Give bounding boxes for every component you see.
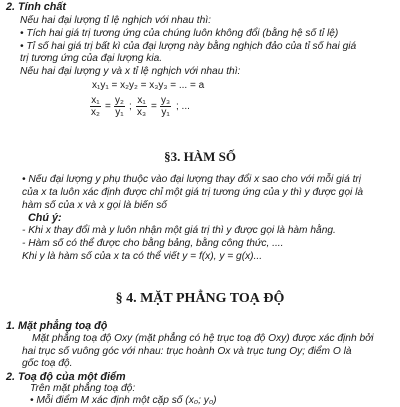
equals-sign: = (151, 101, 157, 112)
formula-tail: ; ... (176, 101, 190, 112)
formula-product: x₁y₁ = x₂y₂ = x₃y₃ = ... = a (92, 80, 205, 91)
fraction-denominator: y₁ (161, 107, 170, 118)
section-title-ham-so: §3. HÀM SỐ (164, 149, 236, 164)
fraction (136, 95, 147, 118)
heading-toa-do-diem: 2. Toạ độ của một điểm (6, 371, 126, 383)
text-line: hai trục số vuông góc với nhau: trục hoành Ox và trục tung Oy; điểm O là (22, 346, 352, 357)
fraction (90, 95, 101, 118)
bullet-line: • Tích hai giá trị tương ứng của chúng luôn không đổi (bằng hệ số tỉ lệ) (20, 28, 339, 39)
equals-sign: = (105, 101, 111, 112)
bullet-line: • Tỉ số hai giá trị bất kì của đại lượng này bằng nghịch đảo của tỉ số hai giá (20, 41, 357, 52)
text-line: Trên mặt phẳng toạ độ: (30, 383, 136, 394)
fraction-numerator: x₁ (91, 95, 100, 106)
heading-tinh-chat: 2. Tính chất (6, 1, 66, 13)
bullet-line: • Mỗi điểm M xác định một cặp số (x₀; y₀) (30, 395, 217, 406)
fraction (160, 95, 171, 118)
note-line: - Hàm số có thể được cho bằng bảng, bằng công thức, .... (22, 238, 284, 249)
text-line: hàm số của x và x gọi là biến số (22, 200, 167, 211)
text-line: Mặt phẳng toạ độ Oxy (mặt phẳng có hệ trục toạ độ Oxy) được xác định bởi (32, 333, 374, 344)
fraction-denominator: x₃ (137, 107, 147, 118)
note-line: - Khi x thay đổi mà y luôn nhận một giá trị thì y được gọi là hàm hằng. (22, 225, 336, 236)
fraction-numerator: y₂ (115, 95, 124, 106)
note-label: Chú ý: (28, 212, 62, 224)
heading-mat-phang-toa-do: 1. Mặt phẳng toạ độ (6, 320, 108, 332)
text-line: Nếu hai đại lượng y và x tỉ lệ nghịch với nhau thì: (20, 66, 241, 77)
text-line: gốc toạ độ. (22, 358, 73, 369)
text-line: trị tương ứng của đại lượng kia. (20, 53, 163, 64)
note-line: Khi y là hàm số của x ta có thể viết y = f(x), y = g(x)... (22, 251, 263, 262)
fraction-numerator: y₃ (161, 95, 171, 106)
fraction-denominator: y₁ (115, 107, 124, 118)
fraction-numerator: x₁ (137, 95, 146, 106)
fraction-denominator: x₂ (91, 107, 100, 118)
section-title-mat-phang-toa-do: § 4. MẶT PHẲNG TOẠ ĐỘ (115, 291, 285, 306)
text-line: Nếu hai đại lượng tỉ lệ nghịch với nhau thì: (20, 15, 211, 26)
bullet-line: • Nếu đại lượng y phụ thuộc vào đại lượng thay đổi x sao cho với mỗi giá trị (22, 174, 362, 185)
fraction (114, 95, 125, 118)
text-line: của x ta luôn xác định được chỉ một giá trị tương ứng của y thì y được gọi là (22, 187, 364, 198)
separator: ; (129, 101, 132, 112)
